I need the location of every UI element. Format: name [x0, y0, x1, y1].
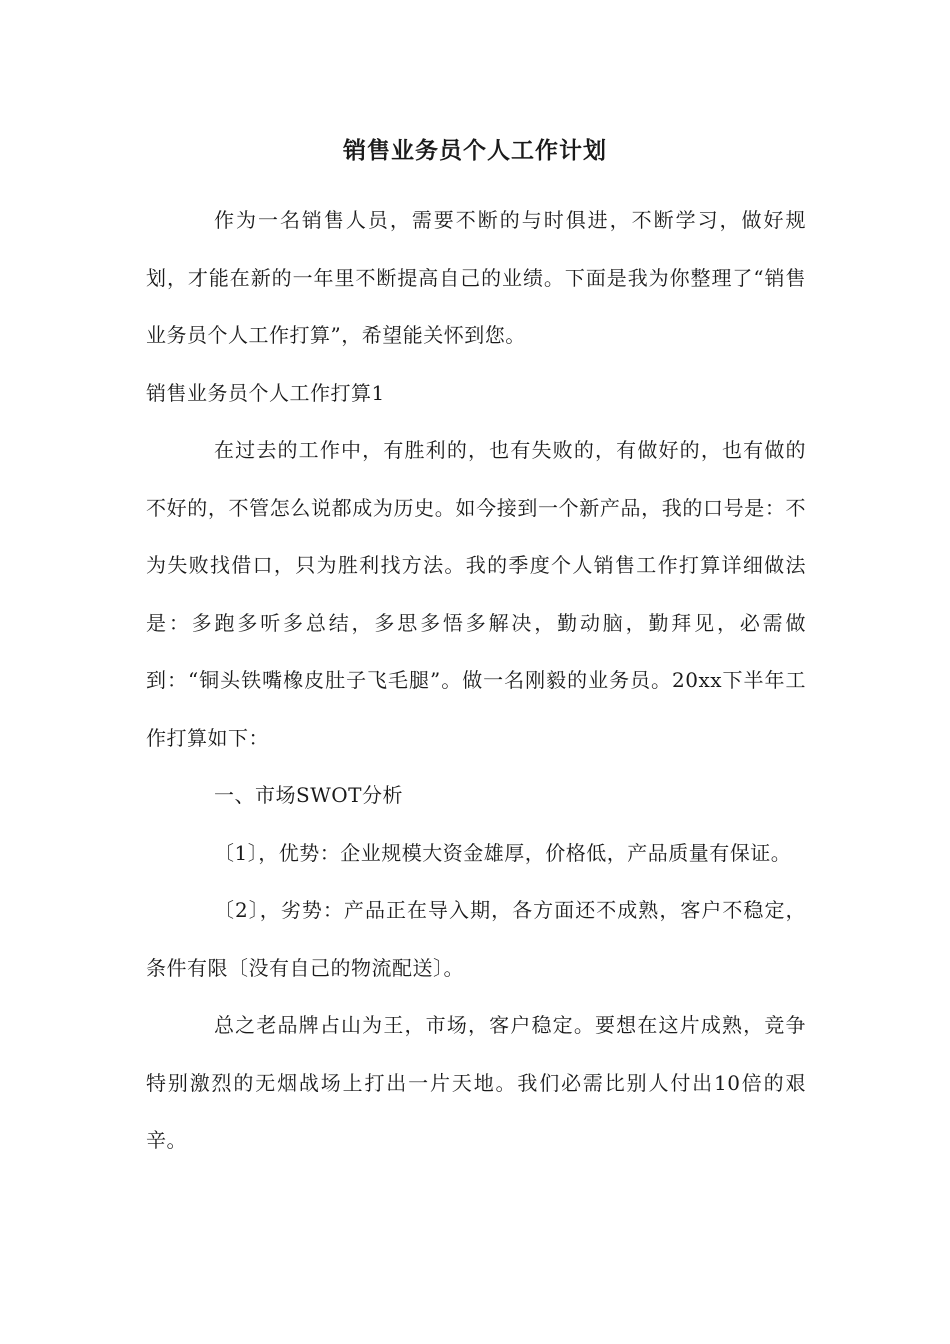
paragraph-summary: 在过去的工作中，有胜利的，也有失败的，有做好的，也有做的不好的，不管怎么说都成为历史。如今接到一个新产品，我的口号是：不为失败找借口，只为胜利找方法。我的季度个人销售工作打算详细做法是：多跑多听多总结，多思多悟多解决，勤动脑，勤拜见，必需做到：“铜头铁嘴橡皮肚子飞毛腿”。做一名刚毅的业务员。20xx下半年工作打算如下：	[146, 438, 806, 750]
paragraph-weaknesses: 〔2〕，劣势：产品正在导入期，各方面还不成熟，客户不稳定，条件有限〔没有自己的物流配送〕。	[146, 898, 806, 980]
section-heading: 销售业务员个人工作打算1	[146, 380, 385, 405]
subheading-swot: 一、市场SWOT分析	[214, 783, 403, 807]
document-body	[146, 192, 806, 1170]
document-title: 销售业务员个人工作计划	[343, 137, 607, 164]
paragraph-intro: 作为一名销售人员，需要不断的与时俱进，不断学习，做好规划，才能在新的一年里不断提高自己的业绩。下面是我为你整理了“销售业务员个人工作打算”，希望能关怀到您。	[146, 208, 806, 347]
paragraph-strengths: 〔1〕，优势：企业规模大资金雄厚，价格低，产品质量有保证。	[214, 840, 792, 865]
paragraph-conclusion: 总之老品牌占山为王，市场，客户稳定。要想在这片成熟，竞争特别激烈的无烟战场上打出一片天地。我们必需比别人付出10倍的艰辛。	[146, 1013, 806, 1152]
